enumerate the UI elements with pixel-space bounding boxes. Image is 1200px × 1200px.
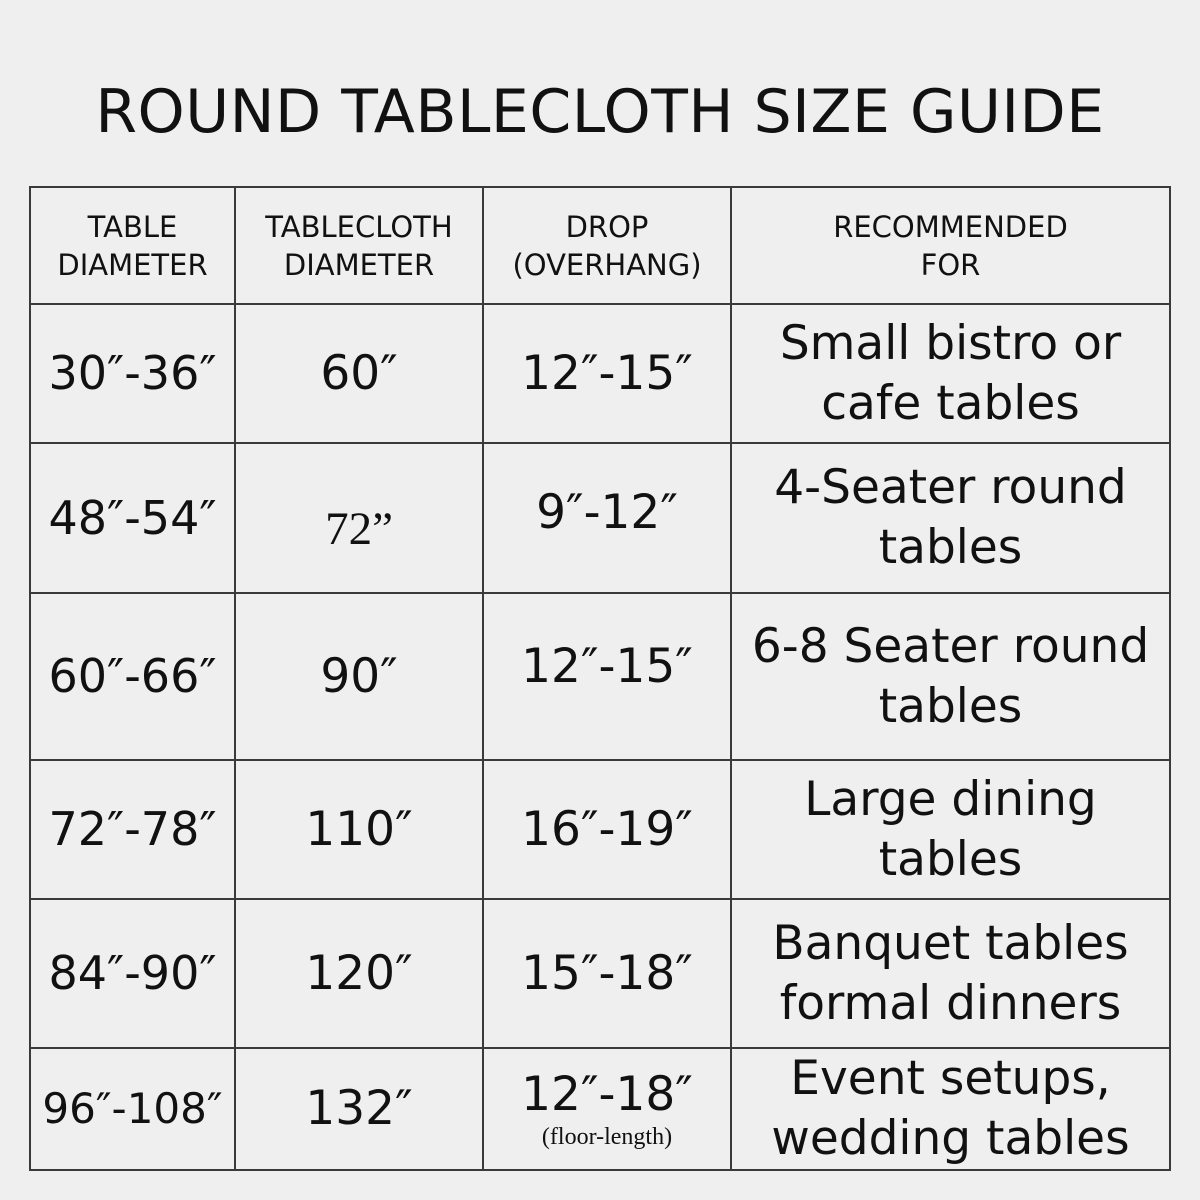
header-drop xyxy=(483,187,731,304)
drop-cell: 15″-18″ xyxy=(483,899,731,1048)
recommended-line: 4-Seater round xyxy=(774,460,1127,515)
header-tablecloth-diameter xyxy=(235,187,483,304)
table-row xyxy=(30,760,1170,899)
table-diameter-cell: 48″-54″ xyxy=(30,443,235,593)
table-diameter-cell: 30″-36″ xyxy=(30,304,235,443)
table-row xyxy=(30,899,1170,1048)
recommended-line: Event setups, xyxy=(790,1051,1111,1106)
recommended-line: tables xyxy=(878,831,1023,887)
page-title: ROUND TABLECLOTH SIZE GUIDE xyxy=(95,77,1105,147)
header-line: (OVERHANG) xyxy=(512,247,702,282)
drop-cell: 12″-15″ xyxy=(483,593,731,760)
table-row xyxy=(30,304,1170,443)
tablecloth-diameter-cell: 120″ xyxy=(235,899,483,1048)
table-diameter-cell: 72″-78″ xyxy=(30,760,235,899)
recommended-line: 6-8 Seater round xyxy=(751,618,1150,674)
recommended-line: cafe tables xyxy=(821,375,1080,431)
recommended-cell xyxy=(731,593,1170,760)
header-table-diameter xyxy=(30,187,235,304)
header-line: TABLE xyxy=(87,209,178,244)
table-row xyxy=(30,1048,1170,1170)
header-line: FOR xyxy=(920,247,981,282)
recommended-line: Large dining xyxy=(804,771,1097,827)
recommended-cell xyxy=(731,443,1170,593)
recommended-line: tables xyxy=(878,678,1023,734)
recommended-cell xyxy=(731,304,1170,443)
header-line: DIAMETER xyxy=(283,247,435,282)
drop-cell: 12″-15″ xyxy=(483,304,731,443)
recommended-line: wedding tables xyxy=(771,1111,1130,1166)
header-line: DROP xyxy=(565,209,649,244)
tablecloth-diameter-cell: 132″ xyxy=(235,1048,483,1170)
table-row xyxy=(30,593,1170,760)
recommended-line: Small bistro or xyxy=(779,315,1122,371)
drop-note: (floor-length) xyxy=(541,1123,673,1150)
table-row xyxy=(30,443,1170,593)
recommended-line: Banquet tables xyxy=(772,915,1129,971)
table-header-row xyxy=(30,187,1170,304)
header-recommended xyxy=(731,187,1170,304)
header-line: TABLECLOTH xyxy=(265,209,453,244)
size-guide-table xyxy=(29,186,1171,1171)
tablecloth-diameter-cell: 90″ xyxy=(235,593,483,760)
recommended-cell xyxy=(731,1048,1170,1170)
header-line: DIAMETER xyxy=(57,247,208,282)
recommended-line: formal dinners xyxy=(779,975,1122,1031)
table-diameter-cell: 96″-108″ xyxy=(30,1048,235,1170)
tablecloth-diameter-cell: 110″ xyxy=(235,760,483,899)
table-diameter-cell: 60″-66″ xyxy=(30,593,235,760)
header-line: RECOMMENDED xyxy=(833,209,1068,244)
drop-cell xyxy=(483,1048,731,1170)
recommended-cell xyxy=(731,899,1170,1048)
drop-value: 12″-18″ xyxy=(521,1067,693,1123)
tablecloth-diameter-cell: 60″ xyxy=(235,304,483,443)
table-diameter-cell: 84″-90″ xyxy=(30,899,235,1048)
recommended-line: tables xyxy=(878,520,1023,575)
drop-cell: 16″-19″ xyxy=(483,760,731,899)
recommended-cell xyxy=(731,760,1170,899)
drop-cell: 9″-12″ xyxy=(483,443,731,593)
tablecloth-diameter-cell: 72” xyxy=(235,443,483,593)
